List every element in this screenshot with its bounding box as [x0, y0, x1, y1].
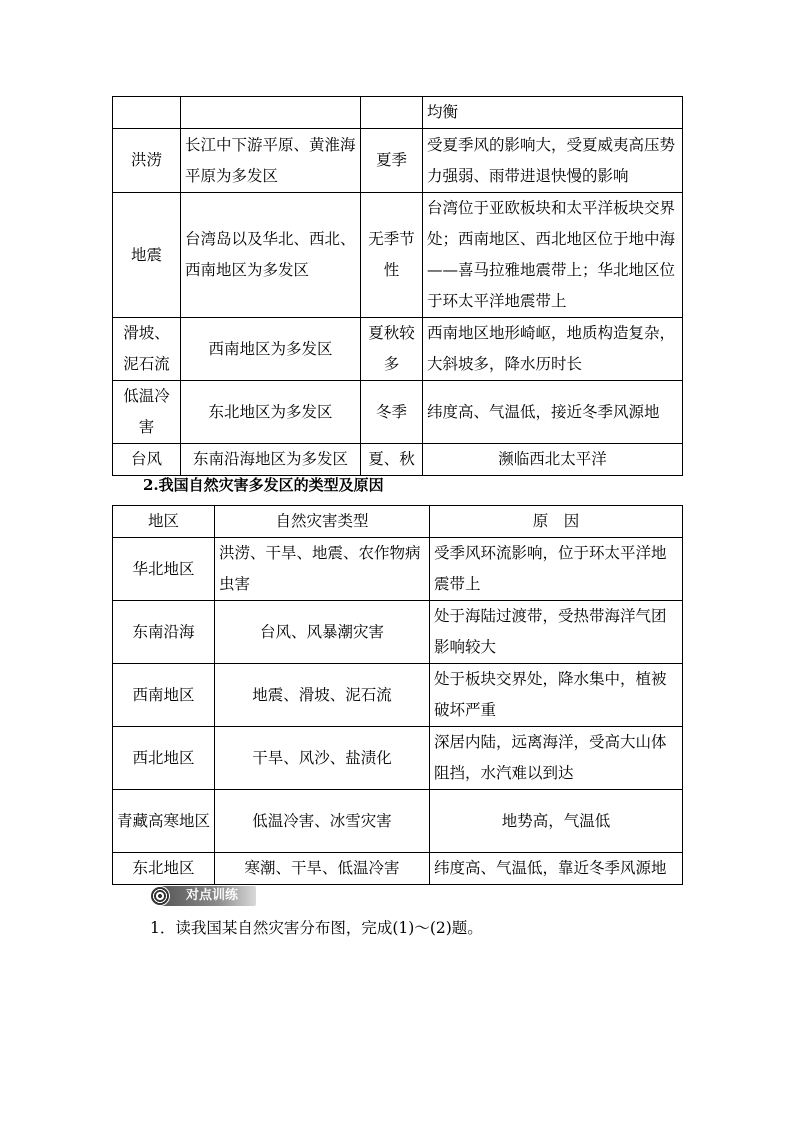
cell-reason: 受夏季风的影响大，受夏威夷高压势力强弱、雨带进退快慢的影响 [423, 129, 683, 193]
cell-season [361, 97, 423, 129]
cell-reason: 纬度高、气温低，接近冬季风源地 [423, 381, 683, 444]
cell-reason: 西南地区地形崎岖，地质构造复杂，大斜坡多，降水历时长 [423, 318, 683, 381]
table-row [113, 129, 683, 193]
cell-area: 东北地区为多发区 [181, 381, 361, 444]
table-row [113, 538, 683, 601]
table-row [113, 97, 683, 129]
cell-area: 台湾岛以及华北、西北、西南地区为多发区 [181, 193, 361, 318]
cell-type: 洪涝 [113, 129, 181, 193]
cell-region: 东北地区 [113, 853, 215, 885]
section-heading [150, 886, 256, 906]
cell-season: 夏、秋 [361, 444, 423, 476]
cell-season: 夏季 [361, 129, 423, 193]
region-table [112, 505, 683, 885]
cell-disasters: 洪涝、干旱、地震、农作物病虫害 [215, 538, 430, 601]
cell-reason: 处于板块交界处，降水集中，植被破坏严重 [430, 664, 683, 727]
cell-area [181, 97, 361, 129]
cell-season: 无季节性 [361, 193, 423, 318]
question-text: 1．读我国某自然灾害分布图，完成(1)～(2)题。 [150, 919, 483, 937]
table-row [113, 381, 683, 444]
table-row [113, 790, 683, 853]
cell-region: 东南沿海 [113, 601, 215, 664]
header-reason: 原 因 [430, 506, 683, 538]
cell-disasters: 地震、滑坡、泥石流 [215, 664, 430, 727]
cell-area: 长江中下游平原、黄淮海平原为多发区 [181, 129, 361, 193]
table-row [113, 727, 683, 790]
cell-season: 夏秋较多 [361, 318, 423, 381]
cell-reason: 台湾位于亚欧板块和太平洋板块交界处；西南地区、西北地区位于地中海——喜马拉雅地震带上；华北地区位于环太平洋地震带上 [423, 193, 683, 318]
cell-type: 台风 [113, 444, 181, 476]
cell-region: 西南地区 [113, 664, 215, 727]
table-row [113, 318, 683, 381]
target-icon [150, 886, 170, 906]
cell-reason: 濒临西北太平洋 [423, 444, 683, 476]
header-region: 地区 [113, 506, 215, 538]
cell-reason: 地势高，气温低 [430, 790, 683, 853]
cell-region: 华北地区 [113, 538, 215, 601]
cell-reason: 处于海陆过渡带，受热带海洋气团影响较大 [430, 601, 683, 664]
cell-area: 西南地区为多发区 [181, 318, 361, 381]
table-row [113, 853, 683, 885]
cell-type [113, 97, 181, 129]
header-disasters: 自然灾害类型 [215, 506, 430, 538]
table-caption: 2.我国自然灾害多发区的类型及原因 [143, 476, 384, 494]
cell-area: 东南沿海地区为多发区 [181, 444, 361, 476]
disaster-table [112, 96, 683, 476]
cell-disasters: 台风、风暴潮灾害 [215, 601, 430, 664]
cell-type: 低温冷害 [113, 381, 181, 444]
table-row [113, 444, 683, 476]
cell-reason: 均衡 [423, 97, 683, 129]
table-row [113, 664, 683, 727]
table-row [113, 601, 683, 664]
cell-type: 地震 [113, 193, 181, 318]
cell-type: 滑坡、泥石流 [113, 318, 181, 381]
cell-disasters: 寒潮、干旱、低温冷害 [215, 853, 430, 885]
cell-disasters: 干旱、风沙、盐渍化 [215, 727, 430, 790]
cell-season: 冬季 [361, 381, 423, 444]
table-row [113, 193, 683, 318]
section-heading-label: 对点训练 [158, 886, 256, 906]
cell-reason: 深居内陆，远离海洋，受高大山体阻挡，水汽难以到达 [430, 727, 683, 790]
cell-disasters: 低温冷害、冰雪灾害 [215, 790, 430, 853]
table-header-row [113, 506, 683, 538]
cell-reason: 受季风环流影响，位于环太平洋地震带上 [430, 538, 683, 601]
cell-region: 西北地区 [113, 727, 215, 790]
cell-region: 青藏高寒地区 [113, 790, 215, 853]
cell-reason: 纬度高、气温低，靠近冬季风源地 [430, 853, 683, 885]
